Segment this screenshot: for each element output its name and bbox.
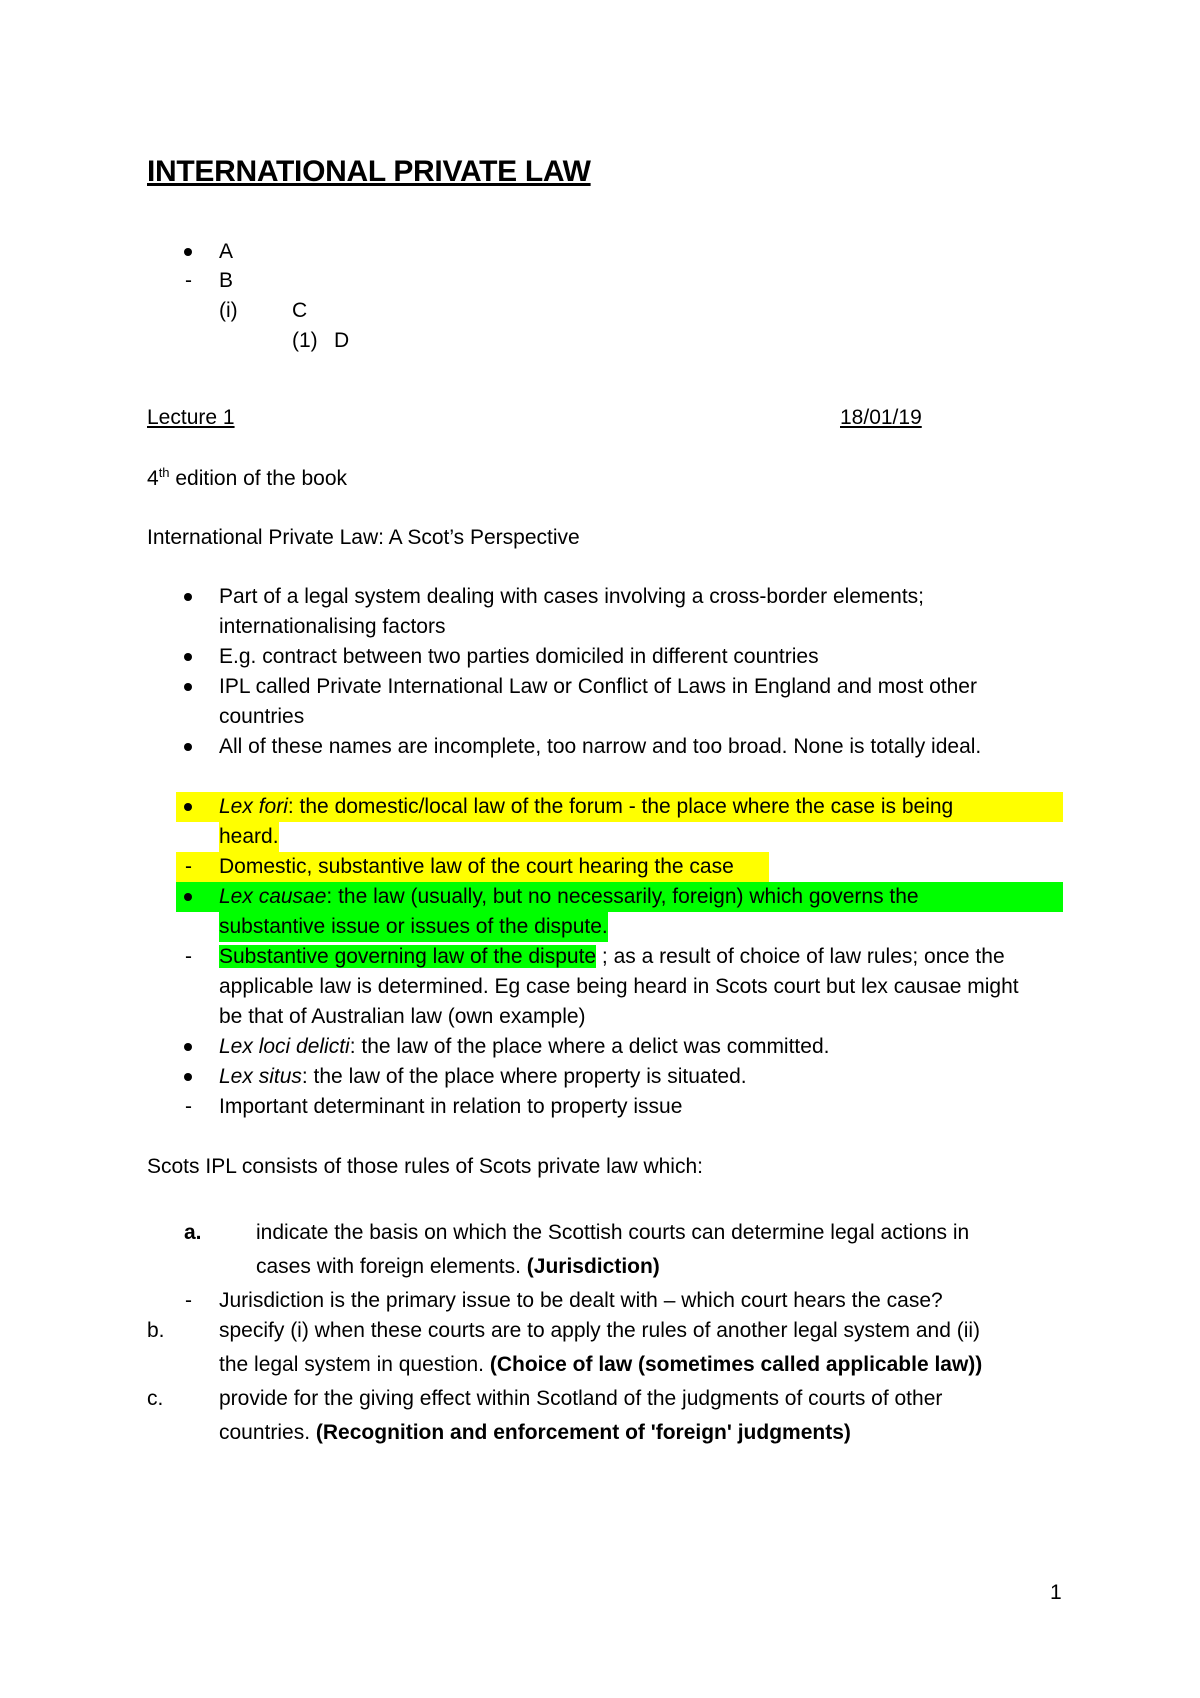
document-title: INTERNATIONAL PRIVATE LAW bbox=[147, 155, 591, 188]
bullet-icon bbox=[184, 893, 192, 901]
highlighted-phrase: Substantive governing law of the dispute bbox=[219, 945, 597, 968]
dash-marker: - bbox=[185, 945, 192, 968]
bullet-icon bbox=[184, 1043, 192, 1051]
bullet-icon bbox=[184, 593, 192, 601]
term-lex-fori: Lex fori bbox=[219, 795, 288, 818]
sub-point-text: applicable law is determined. Eg case being heard in Scots court but lex causae might bbox=[219, 975, 1019, 998]
definition-text: heard. bbox=[219, 822, 279, 852]
definition-text: : the domestic/local law of the forum - the place where the case is being bbox=[287, 795, 954, 818]
dash-marker: - bbox=[185, 269, 192, 292]
list-item-text: countries bbox=[219, 705, 305, 728]
bullet-icon bbox=[184, 1073, 192, 1081]
sub-point-text: Domestic, substantive law of the court hearing the case bbox=[219, 855, 734, 878]
item-text: specify (i) when these courts are to apply the rules of another legal system and (ii) bbox=[219, 1319, 981, 1342]
term-lex-causae: Lex causae bbox=[219, 885, 327, 908]
dash-marker: - bbox=[185, 1095, 192, 1118]
edition-number: 4 bbox=[147, 467, 159, 490]
book-title-text: International Private Law: A Scot’s Perspective bbox=[147, 526, 580, 549]
definition-text: substantive issue or issues of the dispute. bbox=[219, 912, 608, 942]
sub-point-text: be that of Australian law (own example) bbox=[219, 1005, 586, 1028]
edition-superscript: th bbox=[158, 465, 170, 480]
scots-intro-text: Scots IPL consists of those rules of Scots private law which: bbox=[147, 1155, 703, 1178]
term-lex-situs: Lex situs bbox=[219, 1065, 302, 1088]
sub-point-text: Important determinant in relation to property issue bbox=[219, 1095, 683, 1118]
definition-text: : the law (usually, but no necessarily, foreign) which governs the bbox=[326, 885, 919, 908]
list-item-text: All of these names are incomplete, too narrow and too broad. None is totally ideal. bbox=[219, 735, 982, 758]
item-marker: c. bbox=[147, 1387, 164, 1410]
item-text: countries. bbox=[219, 1421, 316, 1444]
sub-point-text: Jurisdiction is the primary issue to be dealt with – which court hears the case? bbox=[219, 1289, 943, 1312]
item-marker: b. bbox=[147, 1319, 165, 1342]
item-text: cases with foreign elements. bbox=[256, 1255, 527, 1278]
lecture-label: Lecture 1 bbox=[147, 406, 235, 429]
bullet-icon bbox=[184, 803, 192, 811]
dash-marker: - bbox=[185, 855, 192, 878]
outline-text: D bbox=[334, 329, 350, 352]
item-marker: a. bbox=[184, 1221, 202, 1244]
outline-text: B bbox=[219, 269, 234, 292]
list-item-text: internationalising factors bbox=[219, 615, 446, 638]
term-lex-loci-delicti: Lex loci delicti bbox=[219, 1035, 350, 1058]
page-number: 1 bbox=[1050, 1581, 1062, 1604]
bullet-icon bbox=[184, 248, 192, 256]
number-marker: (1) bbox=[292, 329, 318, 352]
definition-text: : the law of the place where a delict was committed. bbox=[349, 1035, 830, 1058]
outline-text: A bbox=[219, 240, 234, 263]
dash-marker: - bbox=[185, 1289, 192, 1312]
item-text: the legal system in question. bbox=[219, 1353, 490, 1376]
bullet-icon bbox=[184, 743, 192, 751]
item-tag-recognition: (Recognition and enforcement of 'foreign' judgments) bbox=[315, 1421, 851, 1444]
bullet-icon bbox=[184, 683, 192, 691]
edition-text: edition of the book bbox=[169, 467, 347, 490]
definition-text: : the law of the place where property is situated. bbox=[301, 1065, 747, 1088]
item-text: provide for the giving effect within Scotland of the judgments of courts of other bbox=[219, 1387, 943, 1410]
list-item-text: IPL called Private International Law or Conflict of Laws in England and most other bbox=[219, 675, 977, 698]
item-tag-jurisdiction: (Jurisdiction) bbox=[526, 1255, 660, 1278]
item-tag-choice-of-law: (Choice of law (sometimes called applicable law)) bbox=[489, 1353, 983, 1376]
list-item-text: Part of a legal system dealing with cases involving a cross-border elements; bbox=[219, 585, 924, 608]
lecture-date: 18/01/19 bbox=[840, 406, 922, 429]
roman-marker: (i) bbox=[219, 299, 238, 322]
list-item-text: E.g. contract between two parties domiciled in different countries bbox=[219, 645, 819, 668]
bullet-icon bbox=[184, 653, 192, 661]
outline-text: C bbox=[292, 299, 308, 322]
item-text: indicate the basis on which the Scottish courts can determine legal actions in bbox=[256, 1221, 970, 1244]
sub-point-text: ; as a result of choice of law rules; once the bbox=[596, 945, 1005, 968]
